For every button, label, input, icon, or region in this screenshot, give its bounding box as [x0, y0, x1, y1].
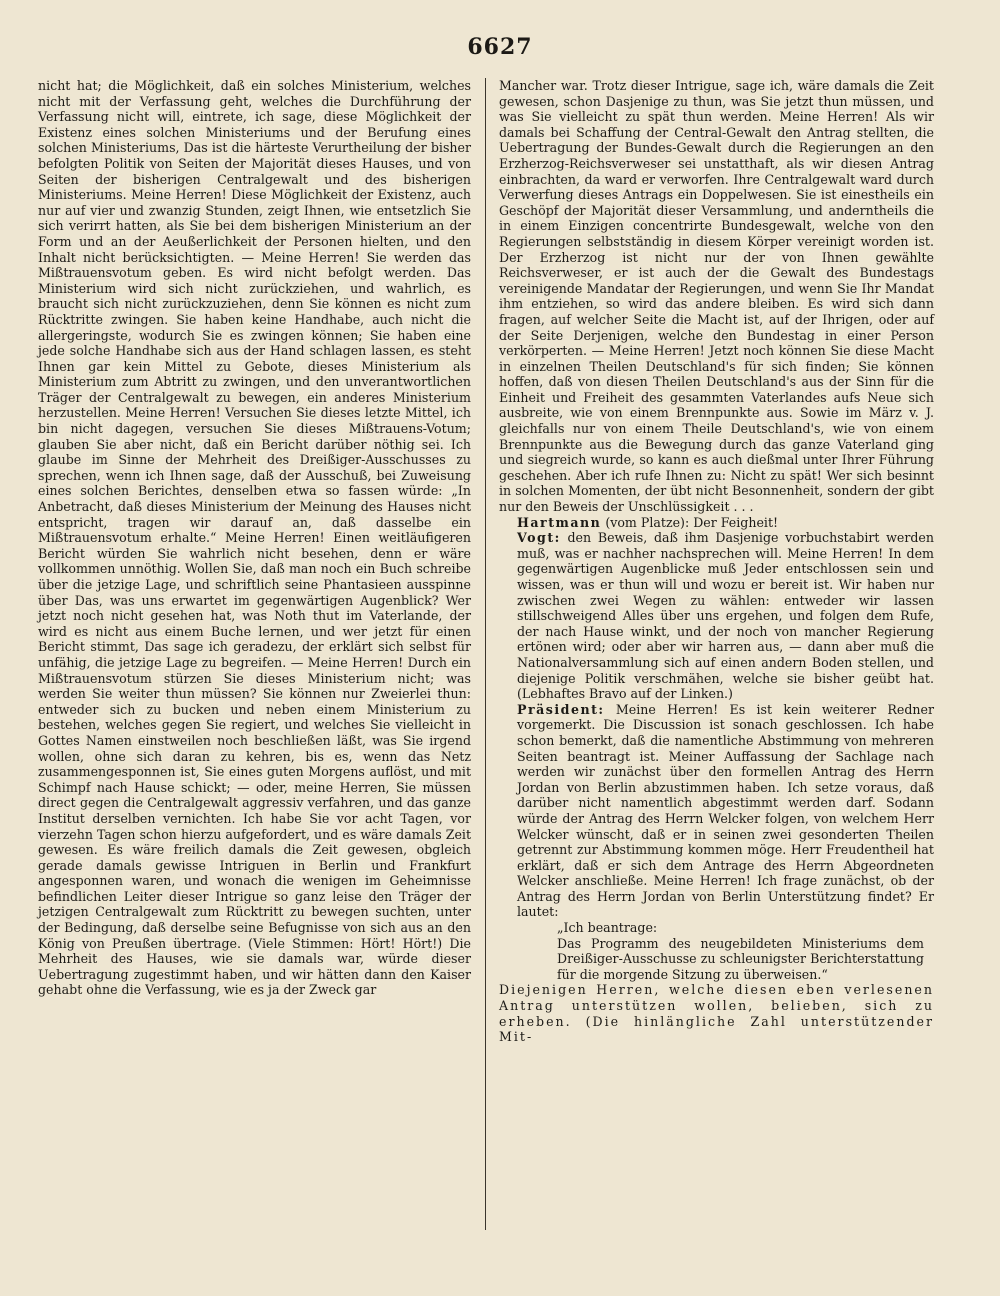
right-column-paragraph: Mancher war. Trotz dieser Intrigue, sage ich, wäre damals die Zeit gewesen, schon Dasjenige zu thun, was Sie jetzt thun müssen, und was Sie vielleicht zu spät thun werden. Meine Herren! Als wir damals bei Schaffung der Central-Gewalt den Antrag stellten, die Uebertragung der Bundes-Gewalt durch die Regierungen an den Erzherzog-Reichsverweser sei unstatthaft, als wir diesen Antrag einbrachten, da ward er verworfen. Ihre Centralgewalt ward durch Verwerfung dieses Antrags ein Doppelwesen. Sie ist einestheils ein Geschöpf der Majorität dieser Versammlung, und anderntheils die in einem Einzigen concentrirte Bundesgewalt, welche von den Regierungen selbstständig in diesem Körper vereinigt worden ist. Der Erzherzog ist nicht nur der von Ihnen gewählte Reichsverweser, er ist auch der die Gewalt des Bundestags vereinigende Mandatar der Regierungen, und wenn Sie Ihr Mandat ihm entziehen, so wird das andere bleiben. Es wird sich dann fragen, auf welcher Seite die Macht ist, auf der Ihrigen, oder auf der Seite Derjenigen, welche den Bundestag in einer Person verkörperten. — Meine Herren! Jetzt noch können Sie diese Macht in einzelnen Theilen Deutschland's für sich finden; Sie können hoffen, daß von diesen Theilen Deutschland's aus der Sinn für die Einheit und Freiheit des gesammten Vaterlandes aufs Neue sich ausbreite, wie von einem Brennpunkte aus. Sowie im März v. J. gleichfalls nur von einem Theile Deutschland's, wie von einem Brennpunkte aus die Bewegung durch das ganze Vaterland ging und siegreich wurde, so kann es auch dießmal unter Ihrer Führung geschehen. Aber ich rufe Ihnen zu: Nicht zu spät! Wer sich besinnt in solchen Momenten, der übt nicht Besonnenheit, sondern der gibt nur den Beweis der Unschlüssigkeit . . .	[499, 78, 934, 515]
speech-hartmann	[499, 515, 934, 531]
speech-vogt-text: den Beweis, daß ihm Dasjenige vorbuchstabirt werden muß, was er nachher nachsprechen will. Meine Herren! In dem gegenwärtigen Augenblicke muß Jeder entschlossen sein und wissen, was er thun will und wozu er bereit ist. Wir haben nur zwischen zwei Wegen zu wählen: entweder wir lassen stillschweigend Alles über uns ergehen, und folgen dem Rufe, der nach Hause winkt, und der noch von mancher Regierung ertönen wird; oder aber wir harren aus, — dann aber muß die Nationalversammlung sich auf einen andern Boden stellen, und diejenige Politik verschmähen, welche sie bisher geübt hat. (Lebhaftes Bravo auf der Linken.)	[517, 530, 934, 702]
column-divider	[485, 78, 486, 1230]
speaker-vogt: Vogt:	[517, 530, 561, 546]
motion-quote-intro: „Ich beantrage:	[557, 920, 658, 936]
speaker-president: Präsident:	[517, 701, 605, 717]
speaker-hartmann: Hartmann	[517, 514, 602, 530]
closing-paragraph: Diejenigen Herren, welche diesen eben verlesenen Antrag unterstützen wollen, belieben, sich zu erheben. (Die hinlängliche Zahl unterstützender Mit-	[499, 982, 934, 1045]
motion-quote-body: Das Programm des neugebildeten Ministeriums dem Dreißiger-Ausschusse zu schleunigster Berichterstattung für die morgende Sitzung zu überweisen.“	[557, 935, 924, 982]
page-number: 6627	[467, 34, 533, 60]
speech-president-text: Meine Herren! Es ist kein weiterer Redner vorgemerkt. Die Discussion ist sonach geschlossen. Ich habe schon bemerkt, daß die namentliche Abstimmung von mehreren Seiten beantragt ist. Meiner Auffassung der Sachlage nach werden wir zunächst über den formellen Antrag des Herrn Jordan von Berlin abzustimmen haben. Ich setze voraus, daß darüber nicht namentlich abgestimmt werden darf. Sodann würde der Antrag des Herrn Welcker folgen, von welchem Herr Welcker wünscht, daß er in seinen zwei gesonderten Theilen getrennt zur Abstimmung kommen möge. Herr Freudentheil hat erklärt, daß er sich dem Antrage des Herrn Abgeordneten Welcker anschließe. Meine Herren! Ich frage zunächst, ob der Antrag des Herrn Jordan von Berlin Unterstützung findet? Er lautet:	[517, 701, 934, 920]
speech-president	[499, 702, 934, 920]
speech-vogt	[499, 530, 934, 702]
speech-hartmann-text: (vom Platze): Der Feigheit!	[601, 514, 779, 530]
right-column	[499, 78, 934, 1045]
left-column-text: nicht hat; die Möglichkeit, daß ein solches Ministerium, welches nicht mit der Verfassung geht, welches die Durchführung der Verfassung nicht will, eintrete, ich sage, diese Möglichkeit der Existenz eines solchen Ministeriums und der Berufung eines solchen Ministeriums, Das ist die härteste Verurtheilung der bisher befolgten Politik von Seiten der Majorität dieses Hauses, und von Seiten der bisherigen Centralgewalt und des bisherigen Ministeriums. Meine Herren! Diese Möglichkeit der Existenz, auch nur auf vier und zwanzig Stunden, zeigt Ihnen, wie entsetzlich Sie sich verirrt hatten, als Sie bei dem bisherigen Ministerium an der Form und an der Aeußerlichkeit der Personen hielten, und den Inhalt nicht berücksichtigten. — Meine Herren! Sie werden das Mißtrauensvotum geben. Es wird nicht befolgt werden. Das Ministerium wird sich nicht zurückziehen, und wahrlich, es braucht sich nicht zurückzuziehen, denn Sie können es nicht zum Rücktritte zwingen. Sie haben keine Handhabe, auch nicht die allergeringste, wodurch Sie es zwingen können; Sie haben eine jede solche Handhabe sich aus der Hand schlagen lassen, es steht Ihnen gar kein Mittel zu Gebote, dieses Ministerium als Ministerium zum Abtritt zu zwingen, und den unverantwortlichen Träger der Centralgewalt zu bewegen, ein anderes Ministerium herzustellen. Meine Herren! Versuchen Sie dieses letzte Mittel, ich bin nicht dagegen, versuchen Sie dieses Mißtrauens-Votum; glauben Sie aber nicht, daß ein Bericht darüber nöthig sei. Ich glaube im Sinne der Mehrheit des Dreißiger-Ausschusses zu sprechen, wenn ich Ihnen sage, daß der Ausschuß, bei Zuweisung eines solchen Berichtes, denselben etwa so fassen würde: „In Anbetracht, daß dieses Ministerium der Meinung des Hauses nicht entspricht, tragen wir darauf an, daß dasselbe ein Mißtrauensvotum erhalte.“ Meine Herren! Einen weitläufigeren Bericht würden Sie wahrlich nicht besehen, denn er wäre vollkommen unnöthig. Wollen Sie, daß man noch ein Buch schreibe über die jetzige Lage, und schriftlich seine Phantasieen ausspinne über Das, was uns erwartet im gegenwärtigen Augenblick? Wer jetzt noch nicht gesehen hat, was Noth thut im Vaterlande, der wird es nicht aus einem Buche lernen, und wer jetzt für einen Bericht stimmt, Das sage ich geradezu, der erklärt sich selbst für unfähig, die jetzige Lage zu begreifen. — Meine Herren! Durch ein Mißtrauensvotum stürzen Sie dieses Ministerium nicht; was werden Sie weiter thun müssen? Sie können nur Zweierlei thun: entweder sich zu bucken und neben einem Ministerium zu bestehen, welches gegen Sie regiert, und welches Sie vielleicht in Gottes Namen einstweilen noch beschließen läßt, was Sie irgend wollen, ohne sich daran zu kehren, bis es, wenn das Netz zusammengesponnen ist, Sie eines guten Morgens auflöst, und mit Schimpf nach Hause schickt; — oder, meine Herren, Sie müssen direct gegen die Centralgewalt aggressiv verfahren, und das ganze Institut derselben vernichten. Ich habe Sie vor acht Tagen, vor vierzehn Tagen schon hierzu aufgefordert, und es wäre damals Zeit gewesen. Es wäre freilich damals die Zeit gewesen, obgleich gerade damals gewisse Intriguen in Berlin und Frankfurt angesponnen waren, und wonach die wenigen im Geheimnisse befindlichen Leiter dieser Intrigue so ganz leise den Träger der jetzigen Centralgewalt zum Rücktritt zu bewegen suchten, unter der Bedingung, daß derselbe seine Befugnisse von sich aus an den König von Preußen übertrage. (Viele Stimmen: Hört! Hört!) Die Mehrheit des Hauses, wie sie damals war, würde dieser Uebertragung zugestimmt haben, und wir hätten dann den Kaiser gehabt ohne die Verfassung, wie es ja der Zweck gar	[38, 78, 471, 998]
left-column	[38, 78, 471, 998]
